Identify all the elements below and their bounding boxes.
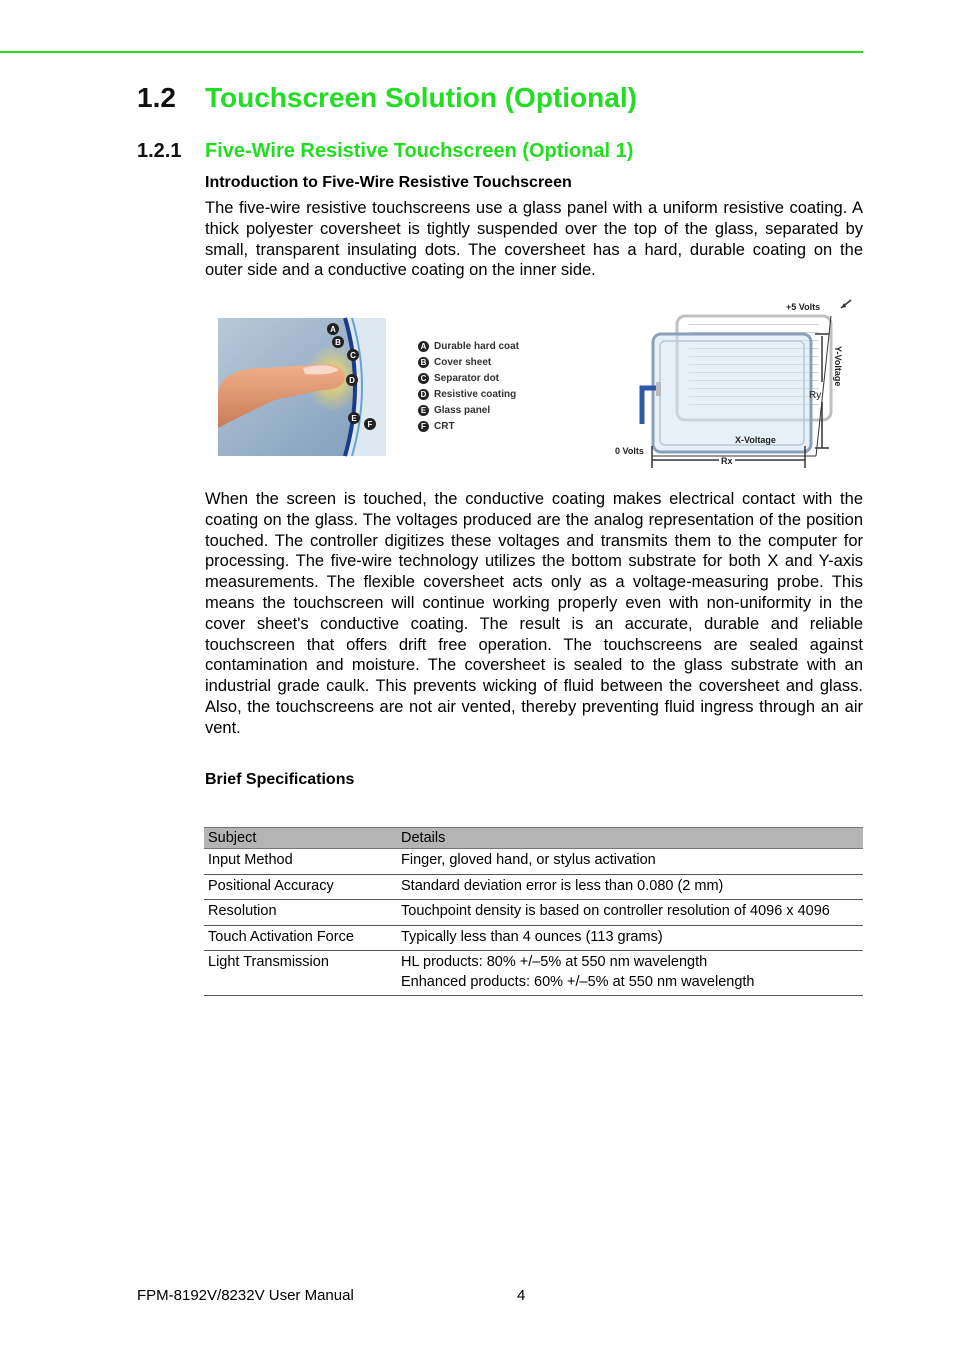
details-line: Typically less than 4 ounces (113 grams) [401, 928, 663, 945]
legend-item [418, 338, 519, 354]
details-line: Finger, gloved hand, or stylus activation [401, 852, 656, 868]
legend-label: Separator dot [434, 372, 500, 384]
column-header-details: Details [397, 828, 863, 849]
legend-letter: E [418, 405, 429, 416]
rx-label: Rx [721, 456, 733, 466]
marker-d-label: D [349, 376, 355, 385]
marker-b-label: B [335, 338, 341, 347]
marker-c-label: C [350, 351, 356, 360]
plus5-label: +5 Volts [786, 302, 821, 312]
table-row [204, 925, 863, 951]
voltage-diagram [615, 300, 851, 468]
legend-label: Cover sheet [434, 356, 492, 368]
subject-cell: Light Transmission [204, 951, 397, 996]
specs-heading: Brief Specifications [205, 771, 355, 788]
subject-cell: Resolution [204, 900, 397, 926]
details-line: HL products: 80% +/–5% at 550 nm wavelength [401, 954, 708, 970]
table-row [204, 849, 863, 875]
spec-table [204, 827, 863, 996]
subsection-number: 1.2.1 [137, 140, 182, 162]
legend-label: Resistive coating [434, 388, 517, 400]
legend-label: Durable hard coat [434, 340, 520, 352]
details-line: Touchpoint density is based on controller resolution of 4096 x 4096 [401, 903, 830, 919]
footer-page-number: 4 [517, 1287, 526, 1304]
legend-label: Glass panel [434, 404, 491, 416]
marker-e-label: E [351, 414, 357, 423]
legend-item [418, 418, 519, 434]
legend-letter: B [418, 357, 429, 368]
subject-cell: Positional Accuracy [204, 874, 397, 900]
legend-letter: C [418, 373, 429, 384]
details-line: Enhanced products: 60% +/–5% at 550 nm wavelength [401, 973, 755, 990]
subject-cell: Input Method [204, 849, 397, 875]
legend-item [418, 370, 519, 386]
touchscreen-figure [205, 296, 865, 472]
details-line: Standard deviation error is less than 0.080 (2 mm) [401, 877, 724, 894]
x-voltage-label: X-Voltage [735, 435, 776, 445]
ry-label: Ry [809, 390, 822, 401]
legend-item [418, 386, 519, 402]
y-voltage-label: Y-Voltage [833, 346, 843, 387]
details-cell [397, 874, 863, 900]
finger-illustration [218, 318, 386, 456]
section-number: 1.2 [137, 82, 176, 113]
header-rule [0, 51, 863, 53]
intro-paragraph: The five-wire resistive touchscreens use a glass panel with a uniform resistive coating. A thick polyester coversheet is tightly suspended over the top of the glass, separated by small, transparent insulating dots. The coversheet has a hard, durable coating on the outer side and a conductive coating on the inner side. [205, 199, 863, 280]
marker-f-label: F [367, 420, 373, 429]
legend-label: CRT [434, 420, 455, 432]
table-row [204, 874, 863, 900]
footer-manual-title: FPM-8192V/8232V User Manual [137, 1287, 354, 1304]
details-cell [397, 849, 863, 875]
column-header-subject: Subject [204, 828, 397, 849]
intro-heading: Introduction to Five-Wire Resistive Touchscreen [205, 174, 572, 191]
subsection-title: Five-Wire Resistive Touchscreen (Optional 1) [205, 140, 634, 162]
figure-legend [418, 338, 519, 434]
table-row [204, 951, 863, 996]
legend-letter: F [418, 421, 429, 432]
subject-cell: Touch Activation Force [204, 925, 397, 951]
table-header-row [204, 828, 863, 849]
section-title: Touchscreen Solution (Optional) [205, 82, 637, 113]
details-cell [397, 900, 863, 926]
legend-letter: D [418, 389, 429, 400]
zero-volts-label: 0 Volts [615, 446, 644, 456]
body-paragraph: When the screen is touched, the conductive coating makes electrical contact with the coating on the glass. The voltages produced are the analog representation of the position touched. The controller digitizes these voltages and transmits them to the computer for processing. The five-wire technology utilizes the bottom substrate for both X and Y-axis measurements. The flexible coversheet acts only as a voltage-measuring probe. This means the touchscreen will continue working properly even with non-uniformity in the cover sheet's conductive coating. The result is an accurate, durable and reliable touchscreen that offers drift free operation. The touchscreens are sealed against contamination and moisture. The coversheet is sealed to the glass substrate with an industrial grade caulk. This prevents wicking of fluid between the coversheet and glass. Also, the touchscreens are not air vented, thereby preventing fluid ingress through an air vent. [205, 490, 863, 737]
legend-letter: A [418, 341, 429, 352]
marker-a-label: A [330, 325, 336, 334]
details-cell [397, 925, 863, 951]
details-cell [397, 951, 863, 996]
legend-item [418, 402, 519, 418]
table-row [204, 900, 863, 926]
legend-item [418, 354, 519, 370]
